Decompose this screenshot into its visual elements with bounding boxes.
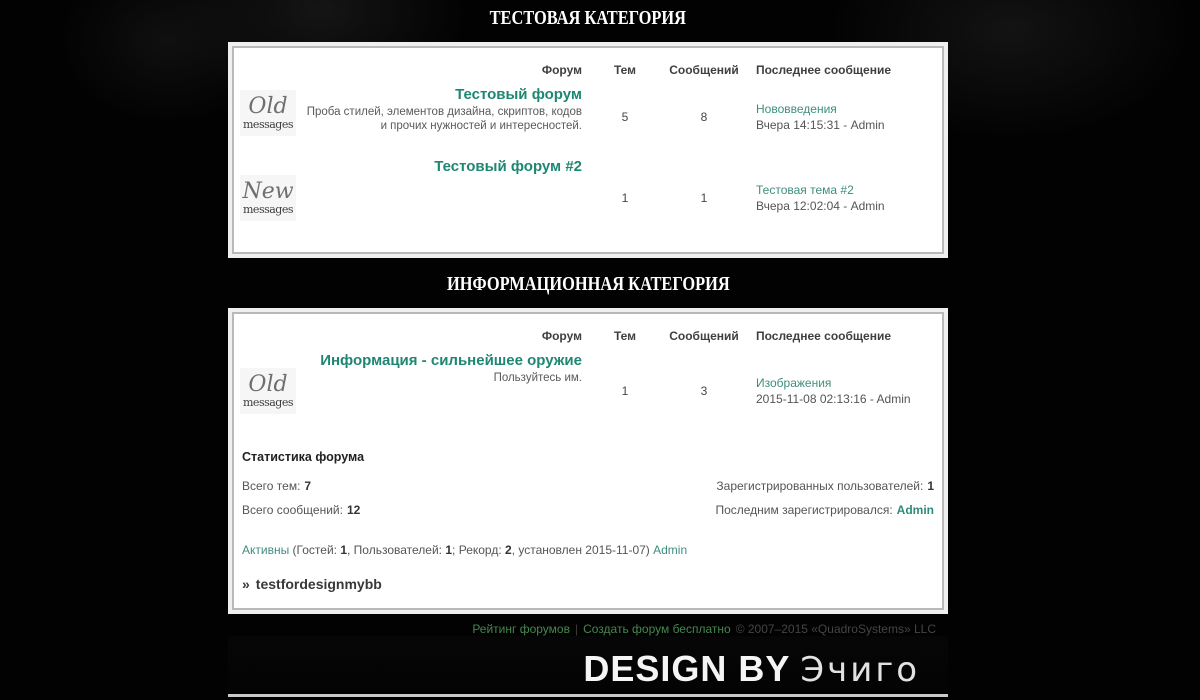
board-name-arrow: »: [242, 576, 250, 593]
new-messages-icon-word: New: [242, 179, 294, 204]
active-seg3: ; Рекорд:: [452, 542, 505, 557]
last-post-cell: [748, 374, 936, 408]
category-panel-test: [232, 46, 944, 254]
column-header-posts: Сообщений: [669, 63, 739, 77]
latest-member-row: [715, 502, 934, 519]
column-header-posts: Сообщений: [669, 329, 739, 343]
last-post-info: Вчера 14:15:31 - Admin: [756, 118, 885, 133]
old-messages-icon-word: Old: [248, 372, 288, 397]
create-forum-link[interactable]: Создать форум бесплатно: [583, 622, 731, 637]
column-header-forum: Форум: [541, 329, 582, 343]
statistics-left-column: [242, 478, 360, 526]
total-topics-row: [242, 478, 360, 495]
new-messages-icon-caption: messages: [243, 203, 293, 216]
active-users-link[interactable]: Активны: [242, 542, 290, 557]
active-admin-link[interactable]: Admin: [653, 542, 688, 557]
copyright-text: © 2007–2015 «QuadroSystems» LLC: [735, 622, 936, 637]
category-title-test: [228, 7, 948, 30]
forum-status-cell: [240, 84, 304, 136]
forum-link-test-forum[interactable]: Тестовый форум: [455, 86, 582, 103]
new-messages-icon: [240, 175, 296, 221]
last-post-info: Вчера 12:02:04 - Admin: [756, 199, 885, 214]
forum-rating-link[interactable]: Рейтинг форумов: [472, 622, 570, 637]
designer-name-text: Эчиго: [800, 650, 920, 690]
total-posts-row: [242, 502, 360, 519]
column-header-last-post: Последнее сообщение: [756, 329, 891, 343]
last-post-link[interactable]: Изображения: [756, 376, 832, 391]
forum-name-cell: [304, 150, 590, 176]
column-header-last-post: Последнее сообщение: [756, 63, 891, 77]
topics-count: 1: [621, 384, 629, 398]
last-post-cell: [748, 100, 936, 134]
column-header-topics: Тем: [613, 329, 637, 343]
bottom-divider-line: [228, 694, 948, 697]
category-panel-info: [232, 312, 944, 610]
statistics-right-column: [715, 478, 934, 526]
forum-status-cell: [240, 175, 304, 221]
last-post-link[interactable]: Тестовая тема #2: [756, 183, 854, 198]
latest-member-link[interactable]: Admin: [896, 502, 934, 517]
forum-name-cell: [304, 84, 590, 134]
board-name-text: testfordesignmybb: [255, 576, 382, 593]
registered-users-value: 1: [927, 479, 934, 493]
forum-description: Пользуйтесь им.: [493, 372, 582, 384]
active-seg4: , установлен 2015-11-07): [511, 542, 654, 557]
footer-bar: [228, 622, 948, 636]
board-name: [242, 576, 934, 592]
forum-row-test-forum-2: [240, 150, 936, 246]
registered-users-label: Зарегистрированных пользователей:: [716, 479, 924, 493]
column-header-forum: Форум: [541, 63, 582, 77]
total-posts-label: Всего сообщений:: [242, 502, 343, 517]
active-guests-value: 1: [340, 542, 348, 557]
old-messages-icon: [240, 90, 296, 136]
active-users-line: [242, 542, 934, 559]
posts-count: 1: [700, 191, 708, 205]
forum-name-cell: [304, 350, 590, 385]
forum-description: Проба стилей, элементов дизайна, скриптов, кодов и прочих нужностей и интересностей.: [306, 106, 582, 133]
last-post-link[interactable]: Нововведения: [756, 102, 837, 117]
footer-separator: |: [574, 622, 579, 637]
category-title-info: [228, 273, 948, 296]
forum-row-test-forum: [240, 84, 936, 150]
forum-row-information: [240, 350, 936, 432]
table-header-row: [240, 54, 936, 84]
registered-users-row: [715, 478, 934, 495]
old-messages-icon-word: Old: [248, 94, 288, 119]
category-title-text: ИНФОРМАЦИОННАЯ КАТЕГОРИЯ: [446, 273, 730, 295]
designer-logo: [583, 648, 920, 690]
total-topics-value: 7: [304, 479, 312, 493]
old-messages-icon: [240, 368, 296, 414]
content-column: [228, 0, 948, 700]
old-messages-icon-caption: messages: [243, 118, 293, 131]
topics-count: 5: [621, 110, 629, 124]
forum-status-cell: [240, 368, 304, 414]
statistics-columns: [242, 478, 934, 526]
bottom-area: [228, 636, 948, 700]
design-by-text: DESIGN BY: [583, 648, 791, 689]
category-title-text: ТЕСТОВАЯ КАТЕГОРИЯ: [489, 7, 687, 29]
table-header-row: [240, 320, 936, 350]
topics-count: 1: [621, 191, 629, 205]
forum-statistics-section: [240, 432, 936, 602]
total-topics-label: Всего тем:: [242, 479, 301, 493]
last-post-cell: [748, 181, 936, 215]
last-post-info: 2015-11-08 02:13:16 - Admin: [756, 392, 911, 407]
latest-member-label: Последним зарегистрировался:: [715, 502, 893, 517]
statistics-title: Статистика форума: [242, 450, 365, 464]
posts-count: 3: [700, 384, 708, 398]
active-record-value: 2: [505, 542, 512, 557]
total-posts-value: 12: [346, 502, 361, 517]
forum-link-test-forum-2[interactable]: Тестовый форум #2: [434, 158, 582, 175]
active-seg2: , Пользователей:: [347, 542, 446, 557]
column-header-topics: Тем: [613, 63, 637, 77]
posts-count: 8: [700, 110, 708, 124]
active-users-value: 1: [445, 542, 453, 557]
forum-link-information[interactable]: Информация - сильнейшее оружие: [320, 352, 582, 369]
active-seg1: (Гостей:: [289, 542, 341, 557]
old-messages-icon-caption: messages: [243, 396, 293, 409]
